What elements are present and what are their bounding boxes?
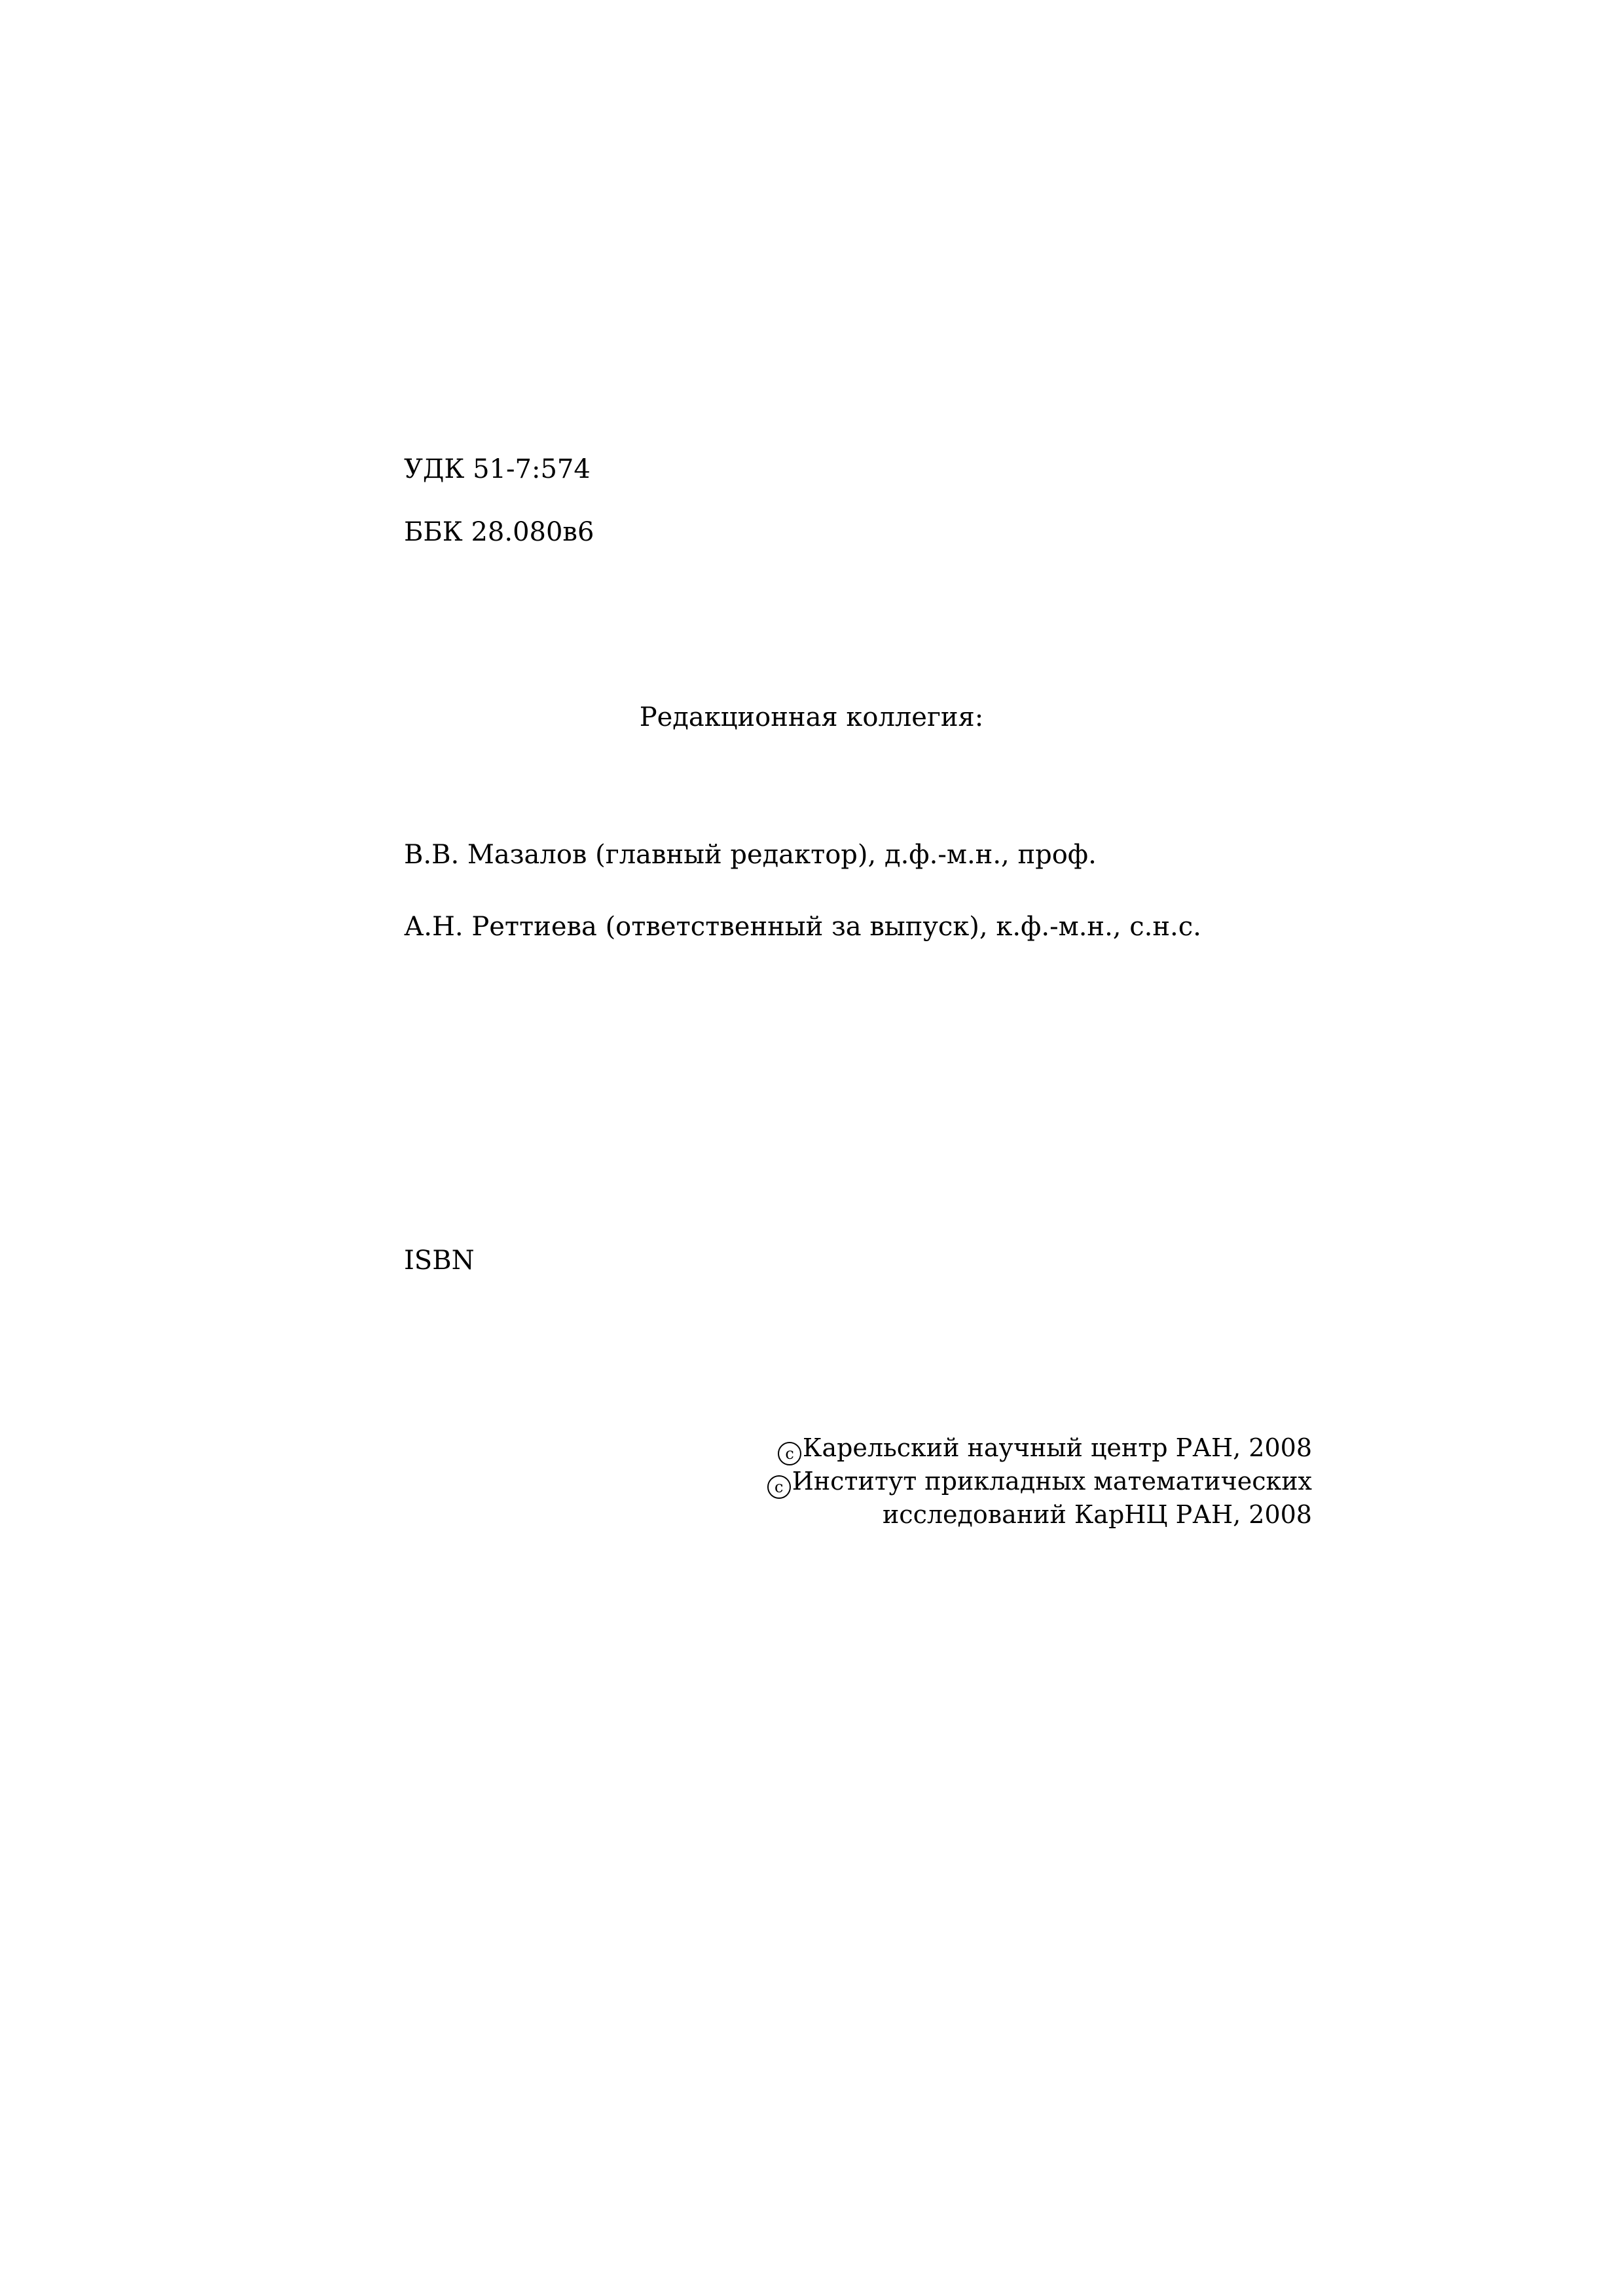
copyright-line	[767, 1465, 1312, 1499]
copyright-holder-continued: исследований КарНЦ РАН, 2008	[882, 1500, 1312, 1529]
copyright-icon: c	[778, 1442, 801, 1465]
copyright-line	[767, 1499, 1312, 1531]
isbn-label: ISBN	[404, 1246, 475, 1276]
copyright-holder: Институт прикладных математических	[792, 1467, 1312, 1496]
editorial-board-member: А.Н. Реттиева (ответственный за выпуск), к.ф.-м.н., с.н.с.	[404, 912, 1201, 942]
copyright-line	[767, 1432, 1312, 1465]
editorial-board-member: В.В. Мазалов (главный редактор), д.ф.-м.н., проф.	[404, 840, 1097, 870]
bbk-code: ББК 28.080в6	[404, 517, 594, 547]
udk-code: УДК 51-7:574	[404, 454, 591, 484]
copyright-holder: Карельский научный центр РАН, 2008	[803, 1433, 1312, 1462]
copyright-icon: c	[767, 1475, 791, 1499]
editorial-board-heading: Редакционная коллегия:	[639, 702, 984, 732]
copyright-block	[767, 1432, 1312, 1531]
